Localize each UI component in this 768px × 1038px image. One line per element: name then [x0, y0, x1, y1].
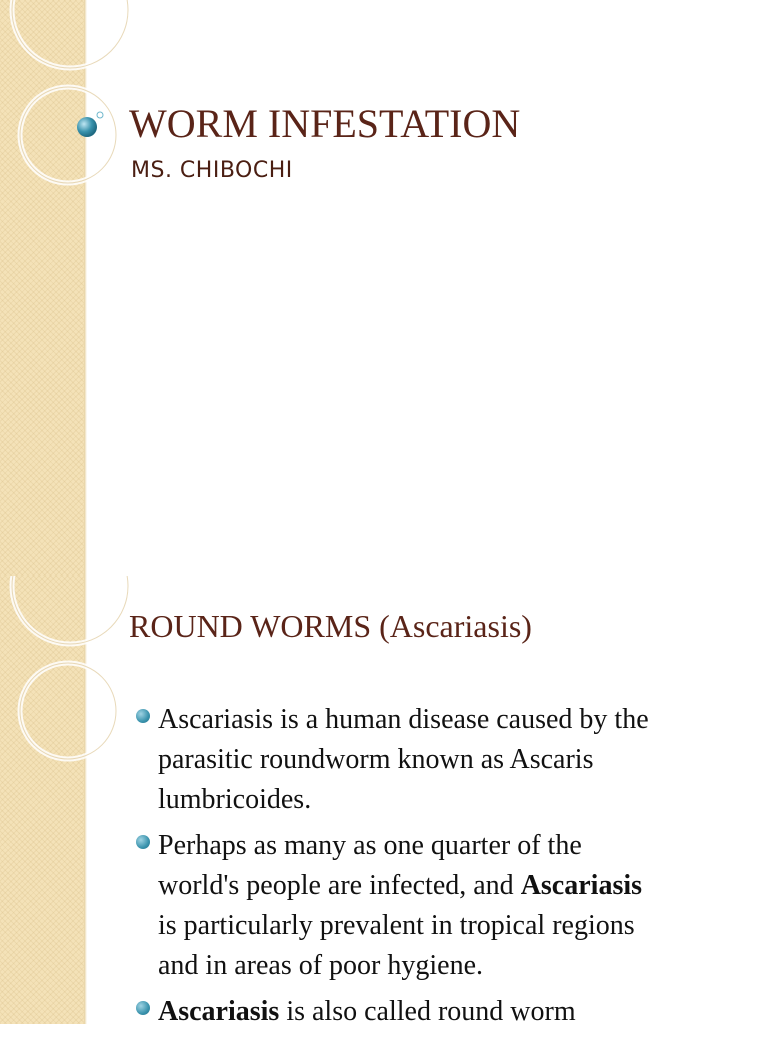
section-heading: ROUND WORMS (Ascariasis): [129, 608, 532, 644]
bullet-bold-term: Ascariasis: [158, 996, 280, 1027]
bullet-icon: [136, 835, 150, 849]
slide-title: WORM INFESTATION: [129, 101, 521, 146]
list-item: [136, 700, 756, 820]
bullet-text: is also called round worm: [279, 996, 576, 1027]
bullet-icon: [136, 709, 150, 723]
bullet-text-line: and in areas of poor hygiene.: [158, 950, 483, 981]
bullet-text-line: Perhaps as many as one quarter of the: [158, 830, 582, 861]
accent-bubble-icon: [76, 110, 108, 140]
bullet-text-line: parasitic roundworm known as Ascaris: [158, 744, 594, 775]
bullet-text-line: Ascariasis is a human disease caused by the: [158, 704, 649, 735]
bullet-text-line: lumbricoides.: [158, 784, 312, 815]
bullet-text: world's people are infected, and: [158, 870, 521, 901]
slide-subtitle: MS. CHIBOCHI: [131, 158, 293, 183]
bullet-list: [136, 700, 756, 1038]
bullet-text-line: [158, 866, 756, 906]
list-item: [136, 992, 756, 1032]
bullet-text-line: [158, 992, 756, 1032]
bullet-icon: [136, 1001, 150, 1015]
bullet-text-line: is particularly prevalent in tropical regions: [158, 910, 635, 941]
bullet-bold-term: Ascariasis: [520, 870, 643, 901]
list-item: [136, 826, 756, 986]
